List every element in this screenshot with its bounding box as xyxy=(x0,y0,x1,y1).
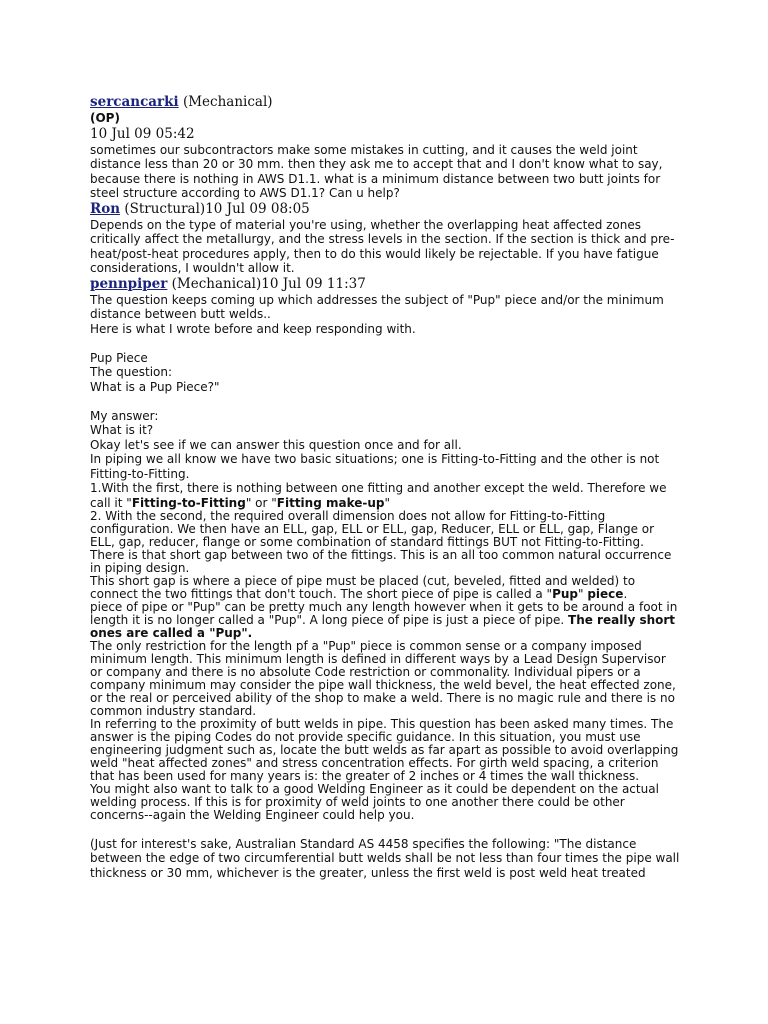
post-line: weld "heat affected zones" and stress concentration effects. For girth weld spacing, a criterion xyxy=(90,756,659,770)
post-line: 2. With the second, the required overall dimension does not allow for Fitting-to-Fitting xyxy=(90,509,606,523)
post-line: ELL, gap, reducer, flange or some combination of standard fittings BUT not Fitting-to-Fitting. xyxy=(90,535,644,549)
text-run: . xyxy=(623,587,628,601)
post-line: In referring to the proximity of butt welds in pipe. This question has been asked many times. The xyxy=(90,717,674,731)
bold-term: Fitting make-up xyxy=(276,495,385,510)
post-line: sometimes our subcontractors make some mistakes in cutting, and it causes the weld joint xyxy=(90,142,638,157)
text-run: call it " xyxy=(90,495,132,510)
post-line: engineering judgment such as, locate the butt welds as far apart as possible to avoid overlapping xyxy=(90,743,679,757)
text-run: connect the two fittings that don't touch. The short piece of pipe is called a " xyxy=(90,587,553,601)
post-line: configuration. We then have an ELL, gap, ELL or ELL, gap, Reducer, ELL or ELL, gap, Flange or xyxy=(90,522,655,536)
bold-term: The really short xyxy=(568,613,676,627)
post-line: distance between butt welds.. xyxy=(90,307,271,321)
post-header xyxy=(90,94,680,111)
post-line: In piping we all know we have two basic situations; one is Fitting-to-Fitting and the other is not xyxy=(90,452,660,466)
author-dept: (Mechanical) xyxy=(167,275,262,292)
post-line: 1.With the first, there is nothing between one fitting and another except the weld. Therefore we xyxy=(90,481,667,495)
post-line: welding process. If this is for proximity of weld joints to one another there could be other xyxy=(90,795,625,809)
op-badge: (OP) xyxy=(90,111,120,125)
post-line: The question keeps coming up which addresses the subject of "Pup" piece and/or the minimum xyxy=(90,292,664,307)
post-line: steel structure according to AWS D1.1? Can u help? xyxy=(90,186,400,200)
post-line xyxy=(90,496,680,511)
bold-term: ones are called a "Pup". xyxy=(90,626,253,640)
post-date: 10 Jul 09 11:37 xyxy=(261,275,366,292)
post-line: common industry standard. xyxy=(90,704,257,718)
post-line: This short gap is where a piece of pipe must be placed (cut, beveled, fitted and welded) to xyxy=(90,574,636,588)
bold-term: Fitting-to-Fitting xyxy=(131,495,246,510)
post-line: distance less than 20 or 30 mm. then they ask me to accept that and I don't know what to say, xyxy=(90,157,663,171)
bold-term: piece xyxy=(587,587,624,601)
post-header xyxy=(90,276,680,293)
author-link-ron[interactable]: Ron xyxy=(90,200,121,217)
post-line: considerations, I wouldn't allow it. xyxy=(90,261,295,275)
post-line: or company and there is no absolute Code restriction or commonality. Individual pipers or a xyxy=(90,665,641,679)
post-line: Pup Piece xyxy=(90,350,148,365)
post-header xyxy=(90,201,680,218)
post-line: You might also want to talk to a good Welding Engineer as it could be dependent on the actual xyxy=(90,782,659,796)
post-line: company minimum may consider the pipe wall thickness, the weld bevel, the heat effected zone, xyxy=(90,678,676,692)
author-link-sercancarki[interactable]: sercancarki xyxy=(90,94,179,110)
text-run: " or " xyxy=(245,495,277,510)
post-line: or the real or perceived ability of the shop to make a weld. There is no magic rule and there is no xyxy=(90,691,675,705)
post-line: The only restriction for the length pf a "Pup" piece is common sense or a company imposed xyxy=(90,639,642,653)
post-line: between the edge of two circumferential butt welds shall be not less than four times the pipe wall xyxy=(90,851,680,865)
post-line: thickness or 30 mm, whichever is the greater, unless the first weld is post weld heat treated xyxy=(90,865,646,880)
post-sercancarki xyxy=(90,94,680,201)
author-dept: (Structural) xyxy=(120,200,206,217)
post-pennpiper xyxy=(90,276,680,881)
post-line: heat/post-heat procedures apply, then to do this would likely be rejectable. If you have fatigue xyxy=(90,246,659,261)
text-run: length it is no longer called a "Pup". A long piece of pipe is just a piece of pipe. xyxy=(90,613,569,627)
post-line: minimum length. This minimum length is defined in different ways by a Lead Design Supervisor xyxy=(90,652,666,666)
post-line: There is that short gap between two of the fittings. This is an all too common natural occurrence xyxy=(90,548,672,562)
post-line: that has been used for many years is: the greater of 2 inches or 4 times the wall thickness. xyxy=(90,769,640,783)
post-line: The question: xyxy=(90,365,173,379)
post-line: Depends on the type of material you're using, whether the overlapping heat affected zones xyxy=(90,217,642,232)
post-line: critically affect the metallurgy, and the stress levels in the section. If the section is thick and pre- xyxy=(90,232,675,246)
author-dept: (Mechanical) xyxy=(178,94,273,110)
post-line: answer is the piping Codes do not provide specific guidance. In this situation, you must use xyxy=(90,730,641,744)
post-line: because there is nothing in AWS D1.1. what is a minimum distance between two butt joints for xyxy=(90,171,661,186)
post-line: Fitting-to-Fitting. xyxy=(90,466,190,481)
post-line: My answer: xyxy=(90,408,159,423)
post-line: What is a Pup Piece?" xyxy=(90,379,220,394)
text-run: " xyxy=(578,587,588,601)
post-ron xyxy=(90,201,680,276)
blank-line xyxy=(90,822,680,837)
post-date: 10 Jul 09 08:05 xyxy=(205,200,310,217)
bold-term: Pup xyxy=(552,587,578,601)
author-link-pennpiper[interactable]: pennpiper xyxy=(90,275,168,292)
post-line: piece of pipe or "Pup" can be pretty much any length however when it gets to be around a foot in xyxy=(90,600,678,614)
forum-thread xyxy=(90,94,680,880)
post-line: in piping design. xyxy=(90,561,190,575)
text-run: " xyxy=(384,495,391,510)
post-date: 10 Jul 09 05:42 xyxy=(90,125,195,142)
post-line: concerns--again the Welding Engineer could help you. xyxy=(90,808,415,822)
post-line: What is it? xyxy=(90,423,154,437)
post-line: Okay let's see if we can answer this question once and for all. xyxy=(90,437,462,452)
blank-line xyxy=(90,336,680,351)
post-line: Here is what I wrote before and keep responding with. xyxy=(90,321,416,336)
blank-line xyxy=(90,394,680,409)
post-line: (Just for interest's sake, Australian Standard AS 4458 specifies the following: "The distance xyxy=(90,836,637,851)
